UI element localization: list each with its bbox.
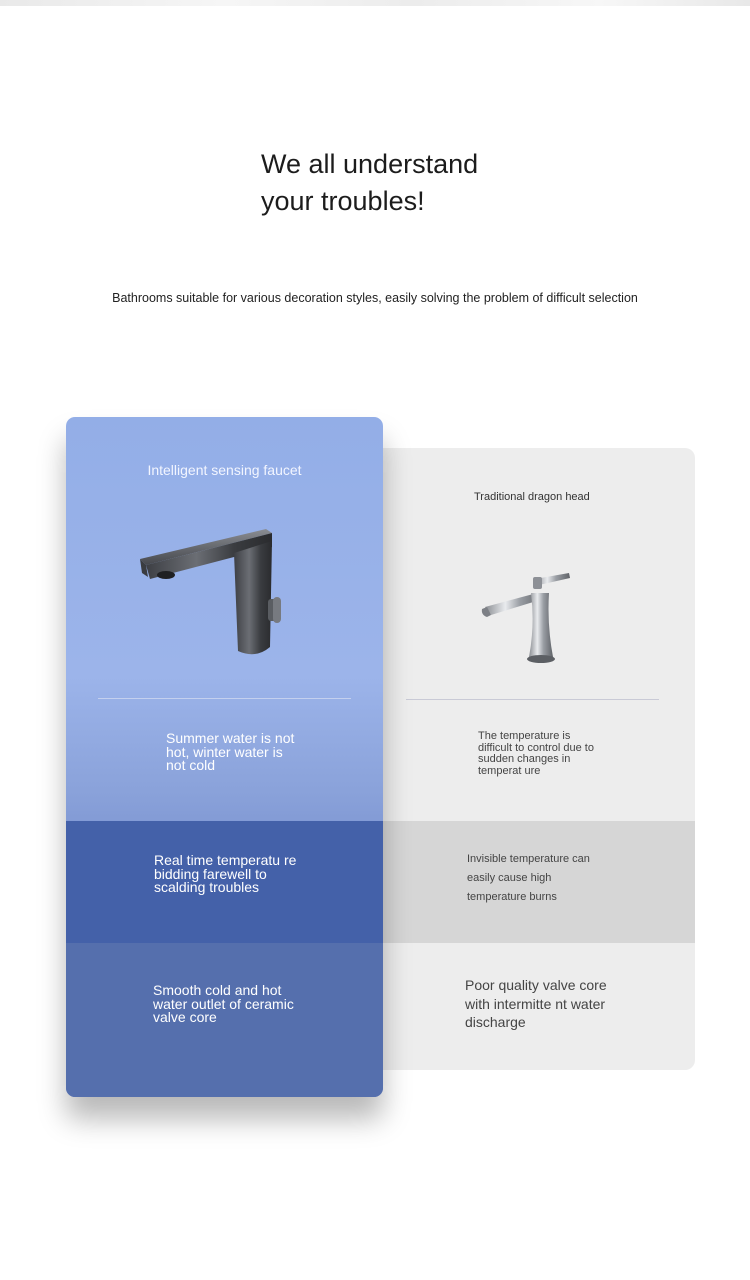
top-image-strip [0, 0, 750, 6]
page-title: We all understand your troubles! [261, 149, 479, 216]
smart-faucet-image [138, 517, 288, 667]
traditional-row-2: Invisible temperature can easily cause high temperature burns [467, 853, 590, 903]
traditional-card-title: Traditional dragon head [474, 491, 590, 503]
traditional-row-1: The temperature is difficult to control due to sudden changes in temperat ure [478, 730, 594, 777]
smart-row-3: Smooth cold and hot water outlet of ceramic valve core [153, 982, 294, 1025]
smart-card-title: Intelligent sensing faucet [147, 462, 302, 478]
traditional-row-3: Poor quality valve core with intermitte nt water discharge [465, 977, 607, 1030]
smart-row-2: Real time temperatu re bidding farewell to scalding troubles [154, 852, 297, 895]
traditional-card-divider [406, 699, 659, 700]
traditional-faucet-card [372, 448, 695, 1070]
smart-row-1: Summer water is not hot, winter water is not cold [166, 730, 295, 773]
smart-faucet-card [66, 417, 383, 1097]
traditional-faucet-image [477, 565, 577, 675]
smart-card-divider [98, 698, 351, 699]
page-subtitle: Bathrooms suitable for various decoration styles, easily solving the problem of difficult selection [112, 291, 638, 305]
